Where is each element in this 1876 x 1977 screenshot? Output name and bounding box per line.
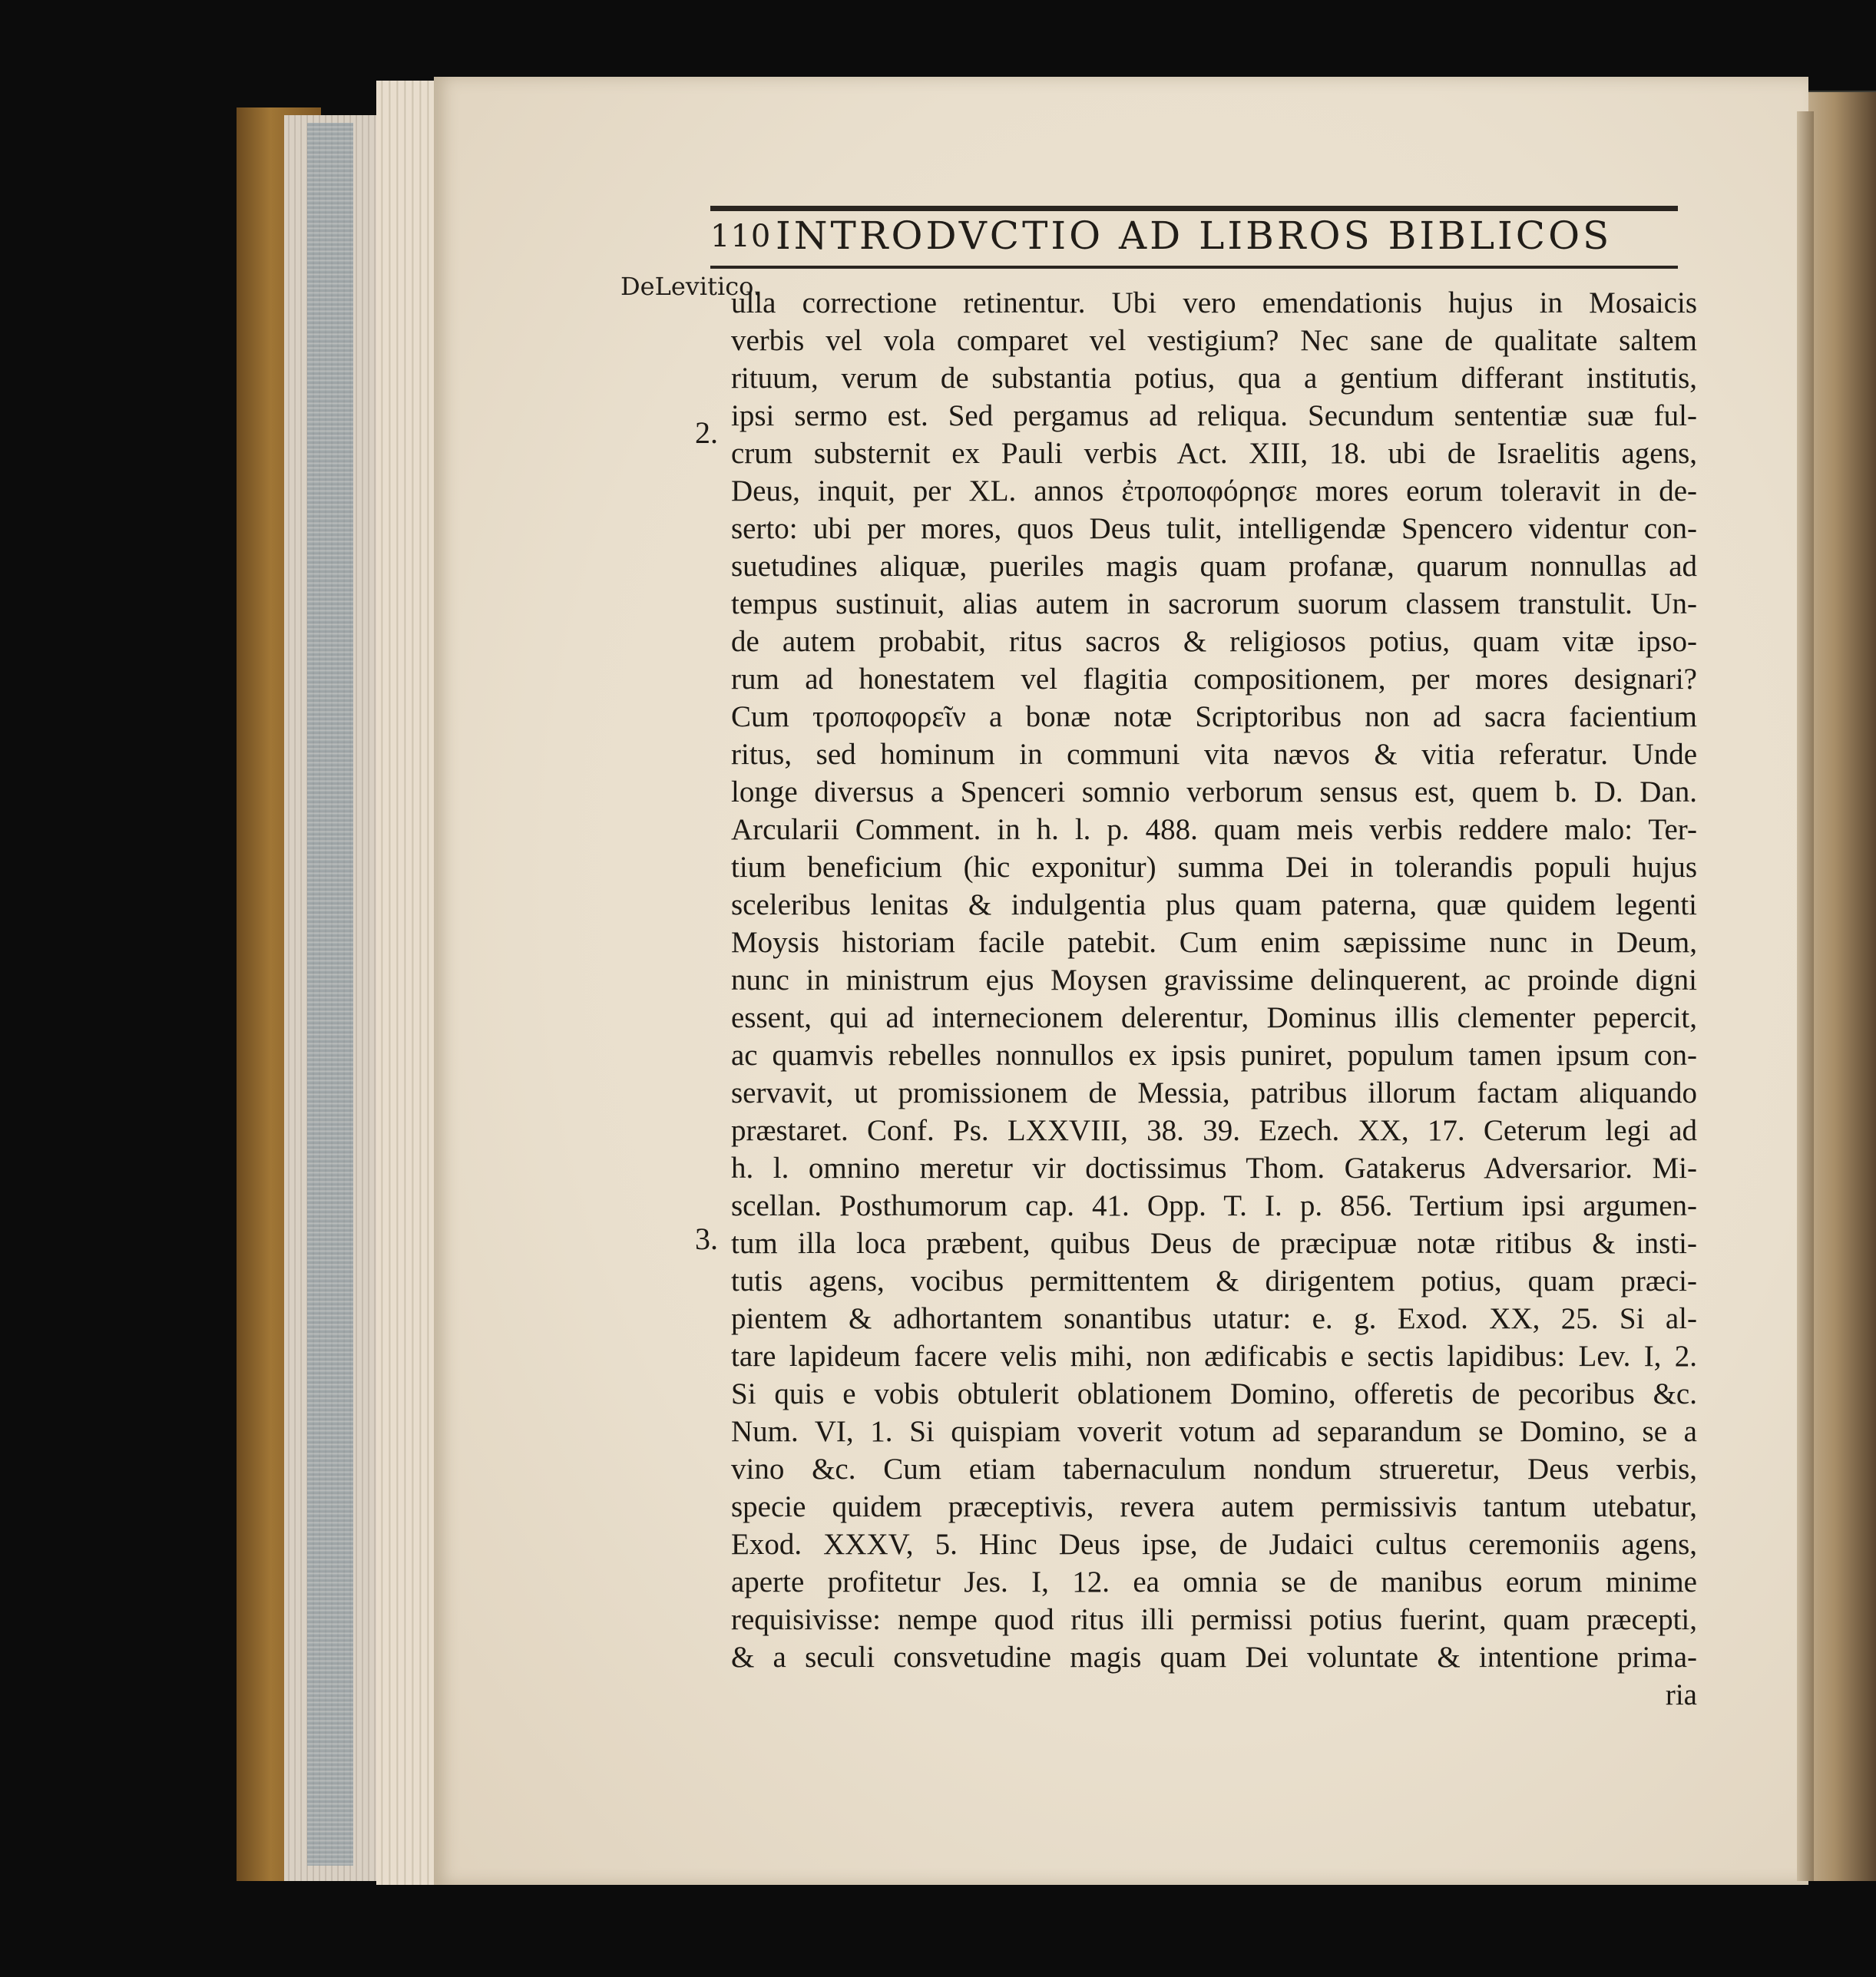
text-line: rituum, verum de substantia potius, qua a gentium differant institutis, bbox=[731, 362, 1697, 395]
text-line: essent, qui ad internecionem delerentur, Dominus illis clementer pepercit, bbox=[731, 1001, 1697, 1034]
text-line: Deus, inquit, per XL. annos ἐτροποφόρησε mores eorum toleravit in de- bbox=[731, 474, 1697, 507]
running-head: INTRODVCTIO AD LIBROS BIBLICOS bbox=[776, 213, 1613, 258]
text-line: vino &c. Cum etiam tabernaculum nondum strueretur, Deus verbis, bbox=[731, 1453, 1697, 1486]
text-line: ipsi sermo est. Sed pergamus ad reliqua. Secundum sententiæ suæ ful- bbox=[731, 399, 1697, 432]
text-line: requisivisse: nempe quod ritus illi permissi potius fuerint, quam præcepti, bbox=[731, 1603, 1697, 1636]
text-line: Exod. XXXV, 5. Hinc Deus ipse, de Judaici cultus ceremoniis agens, bbox=[731, 1528, 1697, 1561]
text-line: tutis agens, vocibus permittentem & dirigentem potius, quam præci- bbox=[731, 1265, 1697, 1298]
text-line: Cum τροποφορεῖν a bonæ notæ Scriptoribus non ad sacra facientium bbox=[731, 700, 1697, 733]
text-line: sceleribus lenitas & indulgentia plus quam paterna, quæ quidem legenti bbox=[731, 888, 1697, 921]
page-right-edge bbox=[1797, 111, 1814, 1881]
text-line: crum substernit ex Pauli verbis Act. XIII, 18. ubi de Israelitis agens, bbox=[731, 437, 1697, 470]
text-line: ulla correctione retinentur. Ubi vero emendationis hujus in Mosaicis bbox=[731, 286, 1697, 319]
header-rule-top bbox=[710, 206, 1678, 211]
text-line: h. l. omnino meretur vir doctissimus Thom. Gatakerus Adversarior. Mi- bbox=[731, 1152, 1697, 1185]
text-line: verbis vel vola comparet vel vestigium? Nec sane de qualitate saltem bbox=[731, 324, 1697, 357]
body-text bbox=[731, 284, 1697, 1714]
text-line: tium beneficium (hic exponitur) summa Dei in tolerandis populi hujus bbox=[731, 851, 1697, 884]
text-line: præstaret. Conf. Ps. LXXVIII, 38. 39. Ezech. XX, 17. Ceterum legi ad bbox=[731, 1114, 1697, 1147]
page-number: 110 bbox=[710, 219, 772, 254]
text-line: pientem & adhortantem sonantibus utatur: e. g. Exod. XX, 25. Si al- bbox=[731, 1302, 1697, 1335]
text-line: tempus sustinuit, alias autem in sacrorum suorum classem transtulit. Un- bbox=[731, 587, 1697, 620]
text-line: suetudines aliquæ, pueriles magis quam profanæ, quarum nonnullas ad bbox=[731, 550, 1697, 583]
text-line: de autem probabit, ritus sacros & religiosos potius, quam vitæ ipso- bbox=[731, 625, 1697, 658]
text-line: servavit, ut promissionem de Messia, patribus illorum factam aliquando bbox=[731, 1076, 1697, 1109]
text-line: & a seculi consvetudine magis quam Dei voluntate & intentione prima- bbox=[731, 1641, 1697, 1674]
text-line: Arcularii Comment. in h. l. p. 488. quam meis verbis reddere malo: Ter- bbox=[731, 813, 1697, 846]
text-line: rum ad honestatem vel flagitia compositionem, per mores designari? bbox=[731, 663, 1697, 696]
text-line: specie quidem præceptivis, revera autem permissivis tantum utebatur, bbox=[731, 1490, 1697, 1523]
text-line: scellan. Posthumorum cap. 41. Opp. T. I. p. 856. Tertium ipsi argumen- bbox=[731, 1189, 1697, 1222]
text-line: Num. VI, 1. Si quispiam voverit votum ad separandum se Domino, se a bbox=[731, 1415, 1697, 1448]
text-line: ritus, sed hominum in communi vita nævos & vitia referatur. Unde bbox=[731, 738, 1697, 771]
text-line: longe diversus a Spenceri somnio verborum sensus est, quem b. D. Dan. bbox=[731, 775, 1697, 808]
text-line: Si quis e vobis obtulerit oblationem Domino, offeretis de pecoribus &c. bbox=[731, 1377, 1697, 1410]
text-line: serto: ubi per mores, quos Deus tulit, intelligendæ Spencero videntur con- bbox=[731, 512, 1697, 545]
text-line: nunc in ministrum ejus Moysen gravissime delinquerent, ac proinde digni bbox=[731, 964, 1697, 997]
margin-label: DeLevitico. bbox=[620, 272, 761, 301]
text-line: tum illa loca præbent, quibus Deus de præcipuæ notæ ritibus & insti- bbox=[731, 1227, 1697, 1260]
margin-number-3: 3. bbox=[695, 1222, 718, 1256]
page-stack-edge bbox=[307, 123, 353, 1866]
header-rule-bottom bbox=[710, 266, 1678, 269]
text-line: tare lapideum facere velis mihi, non ædificabis e sectis lapidibus: Lev. I, 2. bbox=[731, 1340, 1697, 1373]
text-line: ac quamvis rebelles nonnullos ex ipsis puniret, populum tamen ipsum con- bbox=[731, 1039, 1697, 1072]
margin-number-2: 2. bbox=[695, 415, 718, 450]
text-line: Moysis historiam facile patebit. Cum enim sæpissime nunc in Deum, bbox=[731, 926, 1697, 959]
text-line: aperte profitetur Jes. I, 12. ea omnia se de manibus eorum minime bbox=[731, 1565, 1697, 1598]
text-line: ria bbox=[1665, 1678, 1697, 1711]
